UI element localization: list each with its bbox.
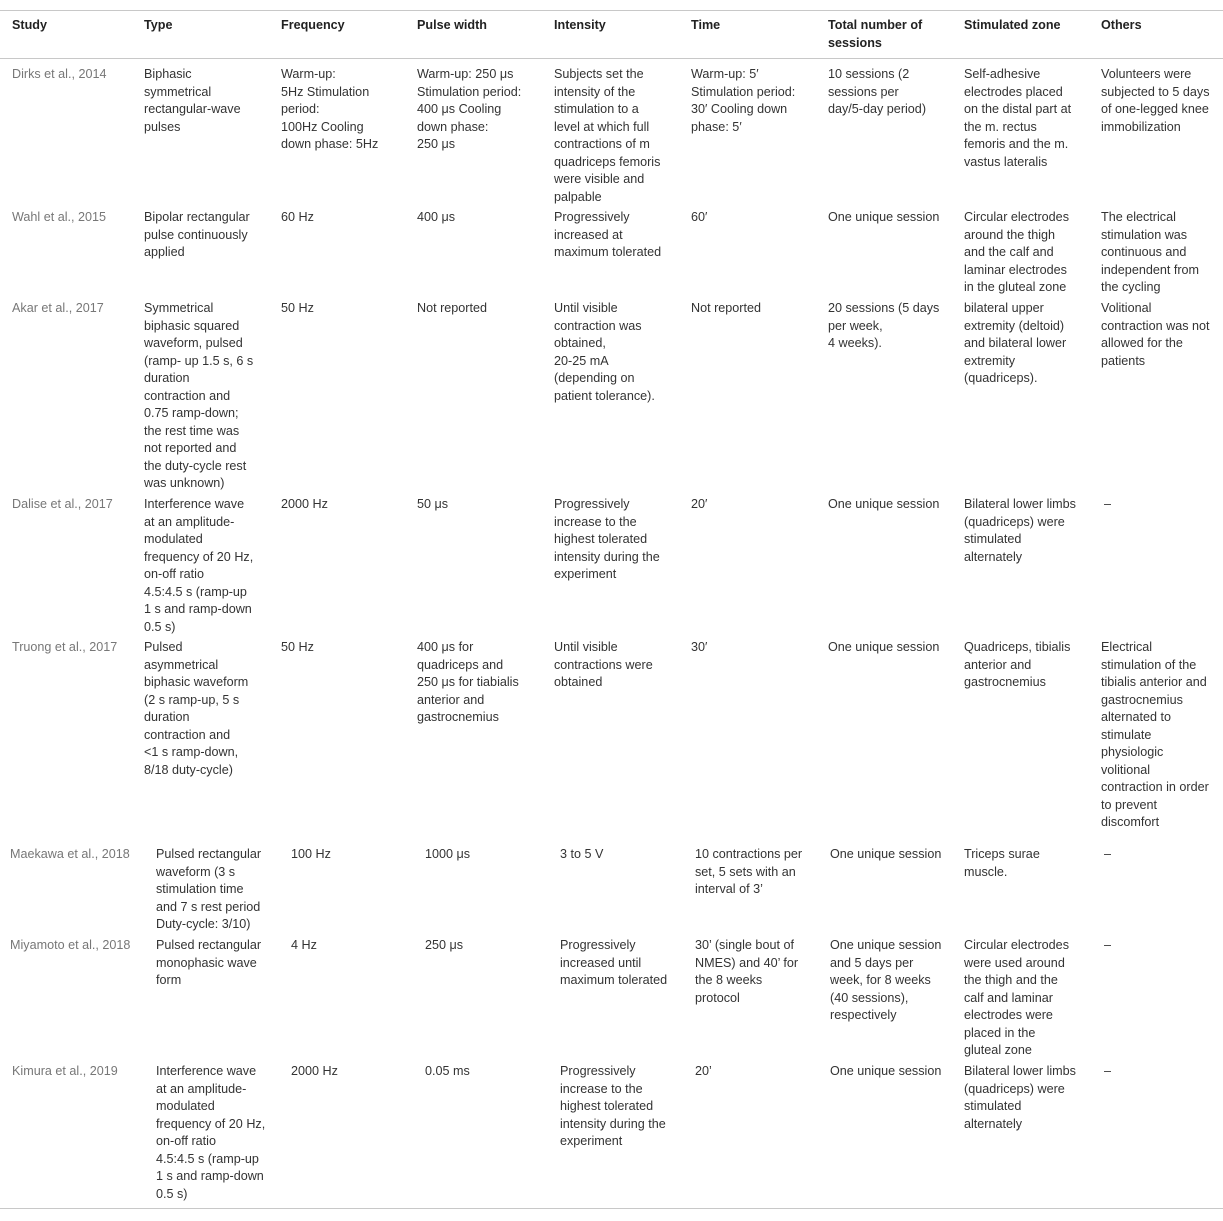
row-sessions: One unique session <box>830 847 942 861</box>
row-study: Miyamoto et al., 2018 <box>10 938 131 952</box>
row-zone: Quadriceps, tibialis anterior and gastrocnemius <box>964 640 1071 689</box>
row-pulse-width: 250 μs <box>425 938 464 952</box>
row-sessions: One unique session <box>828 210 940 224</box>
row-type: Pulsed rectangular waveform (3 s stimulation time and 7 s rest period Duty-cycle: 3/10) <box>156 847 262 931</box>
row-study: Wahl et al., 2015 <box>12 210 107 224</box>
row-type: Interference wave at an amplitude- modulated frequency of 20 Hz, on-off ratio 4.5:4.5 s (ramp-up 1 s and ramp-down 0.5 s) <box>144 497 254 634</box>
row-sessions: One unique session <box>828 497 940 511</box>
row-zone: Bilateral lower limbs (quadriceps) were stimulated alternately <box>964 1064 1076 1131</box>
header-type: Type <box>144 18 173 32</box>
header-pulse-width: Pulse width <box>417 18 487 32</box>
row-type: Interference wave at an amplitude- modulated frequency of 20 Hz, on-off ratio 4.5:4.5 s (ramp-up 1 s and ramp-down 0.5 s) <box>156 1064 266 1201</box>
row-time: 10 contractions per set, 5 sets with an interval of 3’ <box>695 847 803 896</box>
row-others: The electrical stimulation was continuous and independent from the cycling <box>1101 210 1200 294</box>
header-study: Study <box>12 18 47 32</box>
header-frequency: Frequency <box>281 18 345 32</box>
row-study: Dalise et al., 2017 <box>12 497 113 511</box>
row-frequency: 50 Hz <box>281 640 314 654</box>
row-others: Volunteers were subjected to 5 days of one-legged knee immobilization <box>1101 67 1210 134</box>
row-type: Pulsed rectangular monophasic wave form <box>156 938 262 987</box>
row-intensity: Until visible contraction was obtained, 20-25 mA (depending on patient tolerance). <box>554 301 655 403</box>
row-intensity: Subjects set the intensity of the stimulation to a level at which full contractions of m quadriceps femoris were visible and palpable <box>554 67 661 204</box>
row-type: Biphasic symmetrical rectangular-wave pulses <box>144 67 241 134</box>
row-sessions: One unique session and 5 days per week, for 8 weeks (40 sessions), respectively <box>830 938 942 1022</box>
row-zone: Self-adhesive electrodes placed on the distal part at the m. rectus femoris and the m. vastus lateralis <box>964 67 1072 169</box>
row-time: 30′ <box>691 640 708 654</box>
row-zone: Bilateral lower limbs (quadriceps) were stimulated alternately <box>964 497 1076 564</box>
row-others: – <box>1104 938 1112 952</box>
row-others: – <box>1104 497 1112 511</box>
row-time: 20′ <box>691 497 708 511</box>
row-type: Bipolar rectangular pulse continuously applied <box>144 210 250 259</box>
row-zone: Triceps surae muscle. <box>964 847 1040 879</box>
row-sessions: One unique session <box>828 640 940 654</box>
row-pulse-width: 50 μs <box>417 497 449 511</box>
row-others: Volitional contraction was not allowed for the patients <box>1101 301 1210 368</box>
row-zone: bilateral upper extremity (deltoid) and bilateral lower extremity (quadriceps). <box>964 301 1067 385</box>
row-zone: Circular electrodes around the thigh and the calf and laminar electrodes in the gluteal zone <box>964 210 1069 294</box>
header-sessions: Total number of sessions <box>828 18 923 50</box>
row-study: Akar et al., 2017 <box>12 301 104 315</box>
row-pulse-width: 0.05 ms <box>425 1064 470 1078</box>
row-pulse-width: 400 μs <box>417 210 456 224</box>
row-frequency: 50 Hz <box>281 301 314 315</box>
row-frequency: Warm-up: 5Hz Stimulation period: 100Hz Cooling down phase: 5Hz <box>281 67 379 151</box>
row-intensity: Progressively increase to the highest tolerated intensity during the experiment <box>554 497 660 581</box>
row-intensity: Until visible contractions were obtained <box>554 640 653 689</box>
row-others: Electrical stimulation of the tibialis anterior and gastrocnemius alternated to stimulate physiologic volitional contraction in order to prevent discomfort <box>1101 640 1209 829</box>
bottom-rule <box>0 1208 1223 1209</box>
header-intensity: Intensity <box>554 18 606 32</box>
row-frequency: 4 Hz <box>291 938 317 952</box>
row-intensity: 3 to 5 V <box>560 847 604 861</box>
row-time: 60′ <box>691 210 708 224</box>
row-time: Warm-up: 5′ Stimulation period: 30′ Cooling down phase: 5′ <box>691 67 796 134</box>
row-pulse-width: 1000 μs <box>425 847 471 861</box>
row-intensity: Progressively increased at maximum tolerated <box>554 210 662 259</box>
row-time: 20’ <box>695 1064 712 1078</box>
header-time: Time <box>691 18 721 32</box>
row-pulse-width: Warm-up: 250 μs Stimulation period: 400 μs Cooling down phase: 250 μs <box>417 67 522 151</box>
header-rule <box>0 58 1223 59</box>
header-others: Others <box>1101 18 1142 32</box>
row-study: Dirks et al., 2014 <box>12 67 107 81</box>
row-time: 30’ (single bout of NMES) and 40’ for the 8 weeks protocol <box>695 938 799 1005</box>
row-sessions: 20 sessions (5 days per week, 4 weeks). <box>828 301 940 350</box>
row-pulse-width: Not reported <box>417 301 488 315</box>
row-frequency: 2000 Hz <box>291 1064 338 1078</box>
row-intensity: Progressively increased until maximum tolerated <box>560 938 668 987</box>
row-sessions: One unique session <box>830 1064 942 1078</box>
row-study: Maekawa et al., 2018 <box>10 847 130 861</box>
row-type: Pulsed asymmetrical biphasic waveform (2 s ramp-up, 5 s duration contraction and <1 s ramp-down, 8/18 duty-cycle) <box>144 640 249 777</box>
row-study: Kimura et al., 2019 <box>12 1064 118 1078</box>
header-zone: Stimulated zone <box>964 18 1061 32</box>
row-pulse-width: 400 μs for quadriceps and 250 μs for tiabialis anterior and gastrocnemius <box>417 640 519 724</box>
row-frequency: 2000 Hz <box>281 497 328 511</box>
row-study: Truong et al., 2017 <box>12 640 118 654</box>
top-rule <box>0 10 1223 11</box>
row-frequency: 100 Hz <box>291 847 331 861</box>
row-intensity: Progressively increase to the highest tolerated intensity during the experiment <box>560 1064 666 1148</box>
row-type: Symmetrical biphasic squared waveform, pulsed (ramp- up 1.5 s, 6 s duration contraction and 0.75 ramp-down; the rest time was not reported and the duty-cycle rest was unknown) <box>144 301 254 490</box>
row-frequency: 60 Hz <box>281 210 314 224</box>
row-time: Not reported <box>691 301 762 315</box>
row-sessions: 10 sessions (2 sessions per day/5-day period) <box>828 67 927 116</box>
row-others: – <box>1104 1064 1112 1078</box>
row-others: – <box>1104 847 1112 861</box>
row-zone: Circular electrodes were used around the thigh and the calf and laminar electrodes were placed in the gluteal zone <box>964 938 1069 1057</box>
